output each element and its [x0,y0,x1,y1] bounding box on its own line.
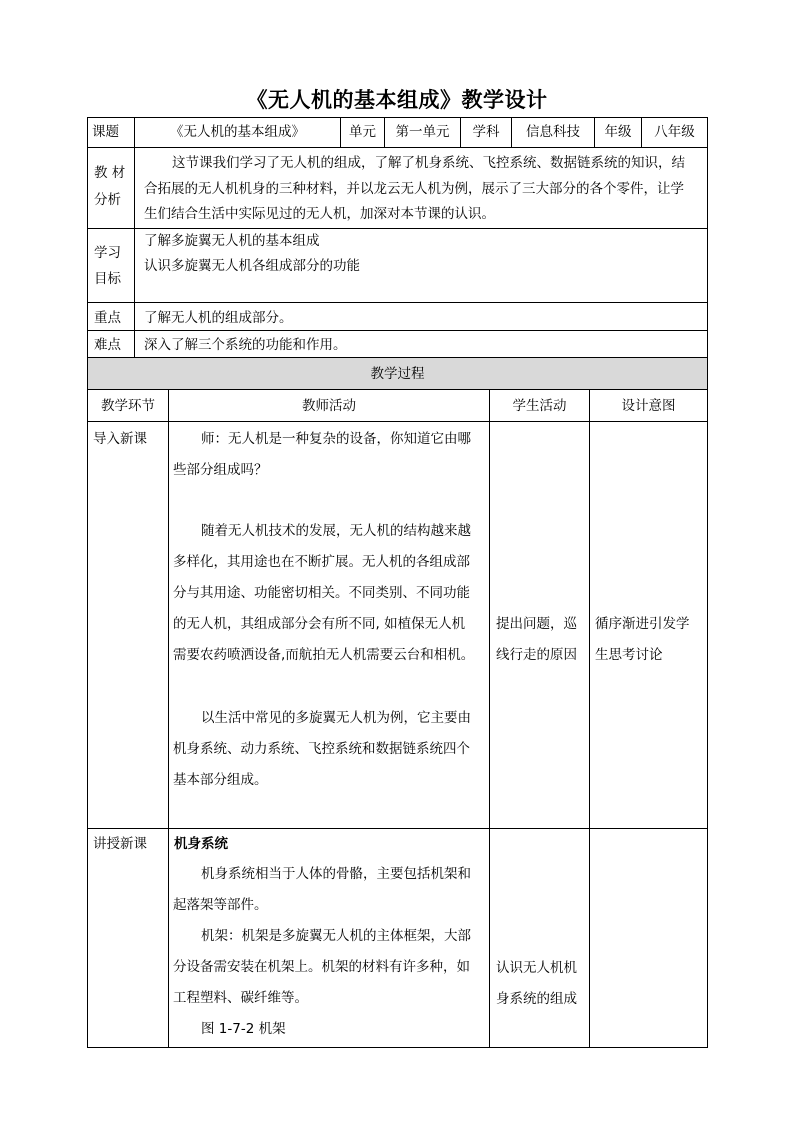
lecture-stage-label: 讲授新课 [93,836,147,852]
table-border [87,302,707,303]
difficulty-value: 深入了解三个系统的功能和作用。 [144,337,347,353]
table-border [134,147,135,357]
analysis-label-line-2: 分析 [94,192,121,208]
intro-teacher-line: 师：无人机是一种复杂的设备，你知道它由哪 [201,431,471,447]
course-value: 《无人机的基本组成》 [170,124,305,140]
analysis-text-line: 这节课我们学习了无人机的组成，了解了机身系统、飞控系统、数据链系统的知识，结 [172,155,685,171]
lecture-teacher-line: 机身系统相当于人体的骨骼，主要包括机架和 [201,866,471,882]
intro-teacher-line: 些部分组成吗？ [173,462,268,478]
goal-item: 了解多旋翼无人机的基本组成 [144,233,320,249]
intro-teacher-line: 机身系统、动力系统、飞控系统和数据链系统四个 [173,741,470,757]
table-border [87,147,707,148]
analysis-label-line-1: 教 材 [94,165,126,181]
lecture-teacher-line: 工程塑料、碳纤维等。 [173,990,308,1006]
course-label: 课题 [92,124,119,140]
lecture-teacher-line: 分设备需安装在机架上。机架的材料有许多种，如 [173,959,470,975]
table-border [87,421,707,422]
difficulty-label: 难点 [94,337,121,353]
intro-teacher-line: 需要农药喷洒设备,而航拍无人机需要云台和相机。 [173,647,475,663]
table-border [489,389,490,1048]
header-intent: 设计意图 [621,398,676,414]
intro-student-activity: 提出问题，巡 [496,616,577,632]
goals-label-line-1: 学习 [94,245,121,261]
intro-design-intent: 循序渐进引发学 [595,616,690,632]
key-point-value: 了解无人机的组成部分。 [144,310,293,326]
unit-label: 单元 [349,124,376,140]
analysis-text-line: 合拓展的无人机机身的三种材料，并以龙云无人机为例，展示了三大部分的各个零件，让学 [144,181,684,197]
table-border [168,389,169,1048]
page-title: 《无人机的基本组成》教学设计 [246,88,548,112]
grade-value: 八年级 [654,124,695,140]
lecture-student-activity: 身系统的组成 [496,991,577,1007]
header-student: 学生活动 [512,398,567,414]
table-border [87,228,707,229]
intro-teacher-line: 基本部分组成。 [173,772,268,788]
subject-label: 学科 [472,124,500,140]
table-border [87,389,707,390]
intro-teacher-line: 随着无人机技术的发展，无人机的结构越来越 [201,523,471,539]
intro-teacher-line: 分与其用途、功能密切相关。不同类别、不同功能 [173,585,470,601]
figure-caption: 图 1-7-2 机架 [201,1021,286,1037]
process-title: 教学过程 [370,366,425,382]
header-stage: 教学环节 [101,398,155,414]
intro-design-intent: 生思考讨论 [595,647,663,663]
key-point-label: 重点 [94,310,121,326]
lecture-heading: 机身系统 [174,836,228,852]
intro-teacher-line: 多样化，其用途也在不断扩展。无人机的各组成部 [173,554,470,570]
intro-teacher-line: 以生活中常见的多旋翼无人机为例，它主要由 [201,710,471,726]
lecture-student-activity: 认识无人机机 [496,960,577,976]
lecture-teacher-line: 起落架等部件。 [173,897,268,913]
intro-stage-label: 导入新课 [93,431,147,447]
table-border [87,828,707,829]
table-border [87,330,707,331]
table-border [589,389,590,1048]
analysis-text-line: 生们结合生活中实际见过的无人机，加深对本节课的认识。 [144,206,495,222]
table-border [707,117,708,1048]
intro-teacher-line: 的无人机，其组成部分会有所不同, 如植保无人机 [173,616,466,632]
table-border [87,1047,707,1048]
subject-value: 信息科技 [526,124,580,140]
lecture-teacher-line: 机架：机架是多旋翼无人机的主体框架，大部 [201,928,471,944]
goal-item: 认识多旋翼无人机各组成部分的功能 [144,258,360,274]
intro-student-activity: 线行走的原因 [496,647,577,663]
goals-label-line-2: 目标 [94,271,121,287]
header-teacher: 教师活动 [302,398,356,414]
table-border [87,117,88,1048]
unit-value: 第一单元 [395,124,450,140]
grade-label: 年级 [604,124,632,140]
table-border [87,117,707,118]
